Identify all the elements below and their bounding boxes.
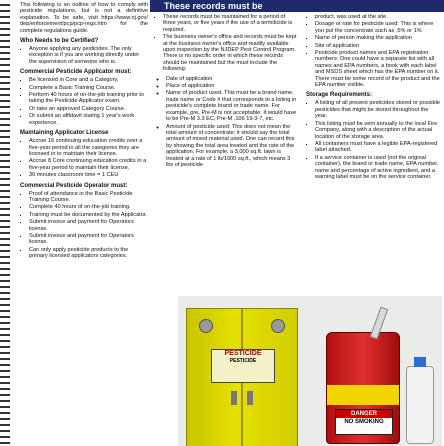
operator-item: ▪ Complete 40 hours of on-the-job training.	[29, 204, 148, 210]
cabinet-handle	[231, 391, 237, 405]
records-continued-item: ▪ Site of application	[315, 43, 442, 49]
applicator-item: ▪ Perform 40 hours of on-the-job training prior to taking the Pesticide Applicator exam.	[29, 92, 148, 105]
applicator-list	[20, 77, 148, 126]
danger-label-text: DANGER	[336, 410, 392, 418]
maintaining-item: ▪ Accrue 16 continuing education credits over a five-year period in all the categories they are licensed in to maintain their license.	[29, 138, 148, 157]
danger-label	[335, 409, 393, 435]
cabinet-handle	[247, 391, 253, 405]
applicator-item: ▪ Be licensed in Core and a Category.	[29, 77, 148, 83]
can-band	[327, 385, 399, 405]
column-left	[20, 2, 148, 263]
applicator-item: ▪ Or submit an affidavit stating 1 year's work experience.	[29, 113, 148, 126]
vent-icon	[271, 319, 285, 333]
records-item: ▪ These records must be maintained for a period of three years, or five years if the use of a termiticide is required.	[163, 14, 299, 33]
applicator-heading: Commercial Pesticide Applicator must:	[20, 69, 132, 76]
storage-list	[306, 100, 442, 180]
storage-item: ▪ This listing must be sent annually to the local Fire Company, along with a description of the actual location of the storage area.	[315, 121, 442, 140]
who-list	[20, 46, 148, 65]
safety-can	[326, 332, 400, 444]
operator-heading: Commercial Pesticide Operator must:	[20, 182, 128, 189]
records-continued-item: ▪ Name of person making the application	[315, 35, 442, 41]
intro-paragraph: This following is an outline of how to comply with pesticide regulations, but is not a definitive explanation. To be safe, visit https://www.nj.gov/ dep/enforcement/pcp/pcp-regs.htm for the complete regulations guide.	[20, 2, 148, 34]
operator-item: ▪ Submit invoice and payment for Operators license.	[29, 233, 148, 246]
header-title: These records must be	[164, 1, 263, 11]
applicator-item: ▪ Complete a Basic Training Course.	[29, 85, 148, 91]
operator-item: ▪ Training must be documented by the Applicator.	[29, 212, 148, 218]
storage-item: ▪ All containers must have a legible EPA-registered label attached.	[315, 141, 442, 154]
records-continued-item: ▪ Pesticide product names and EPA registration numbers: One could have a separate list with all names and EPA numbers, a book with each label and MSDS sheet which has the EPA number on it. There must be some record of the product and the EPA number visible.	[315, 50, 442, 88]
operator-item: ▪ Can only apply pesticide products to the primary licensed applicators categories.	[29, 247, 148, 260]
records-list	[154, 14, 299, 73]
cabinet-label-text: PESTICIDE	[224, 350, 262, 357]
no-smoking-text: NO SMOKING	[344, 419, 384, 425]
spray-bottle	[406, 366, 434, 444]
storage-heading: Storage Requirements:	[306, 92, 373, 99]
pesticide-cabinet	[186, 308, 298, 446]
operator-list	[20, 191, 148, 260]
column-middle	[154, 14, 299, 171]
records-item: ▪ The business owner's office and records must be kept at the business owner's office and readily available upon inspection by the NJDEP Pest Control Program. There is no specific order in which these records should be maintained but the must include the following:	[163, 34, 299, 72]
bottle-cap	[414, 357, 426, 367]
operator-item: ▪ Submit invoice and payment for Operators license.	[29, 219, 148, 232]
operator-item: ▪ Proof of attendance in the Basic Pesticide Training Course.	[29, 191, 148, 204]
column-right	[306, 14, 442, 183]
records-sub-list	[154, 76, 299, 169]
storage-item: ▪ If a service container is used (not the original container), the brand or trade name, EPA number, name and percentage of active ingredient, and a warning label must be on the service container.	[315, 155, 442, 181]
storage-item: ▪ A listing of all present pesticides stored or possible pesticides that might be stored throughout the year.	[315, 100, 442, 119]
applicator-item: ▪ Or take an approved Category Course.	[29, 106, 148, 112]
maintaining-item: ▪ 30 minutes classroom time = 1 CEU	[29, 172, 148, 178]
records-sub-item: ◦ Place of application	[166, 83, 299, 89]
records-continued-list	[306, 14, 442, 88]
records-sub-item: ◦ Amount of pesticide used: This does not mean the total amount of concentrate; it should say the total amount of mixed material used. One can record this by showing the total area treated and the rate of the application. For example, a 3,000 sq.ft. lawn is treated at a rate of 1 lb/1000 sq.ft., which means 3 lbs of pesticide	[166, 124, 299, 169]
who-item: ▪ Anyone applying any pesticides. The only exception is if you are working directly under the supervision of someone who is.	[29, 46, 148, 65]
records-sub-item: ◦ Name of product used. This must be a brand name, trade name or Code # that corresponds to a listing in pesticide's complete brand or trade name. For example, pre, Pre-M is not acceptable. It would have to be Pre-M 3.3 EC, Pre-M .106 19-3-7, etc.	[166, 90, 299, 122]
spiral-binding	[0, 0, 10, 446]
maintaining-list	[20, 138, 148, 178]
maintaining-heading: Maintaining Applicator License	[20, 130, 109, 137]
safety-storage-photo	[178, 296, 442, 446]
records-continued-item: ▪ product, was used at the site.	[315, 14, 442, 20]
who-heading: Who Needs to be Certified?	[20, 38, 99, 45]
cabinet-label-text-2: PESTICIDE	[229, 358, 257, 364]
records-continued-item: ▪ Dosage or rate for pesticide used: This is where you put the concentrate such as .5% or 1%	[315, 21, 442, 34]
vent-icon	[199, 319, 213, 333]
records-sub-item: ◦ Date of application	[166, 76, 299, 82]
can-spout	[370, 307, 388, 340]
cabinet-label	[211, 349, 275, 383]
maintaining-item: ▪ Accrue 8 Core continuing education credits in a five-year period to maintain their license.	[29, 158, 148, 171]
page-header	[150, 0, 444, 12]
